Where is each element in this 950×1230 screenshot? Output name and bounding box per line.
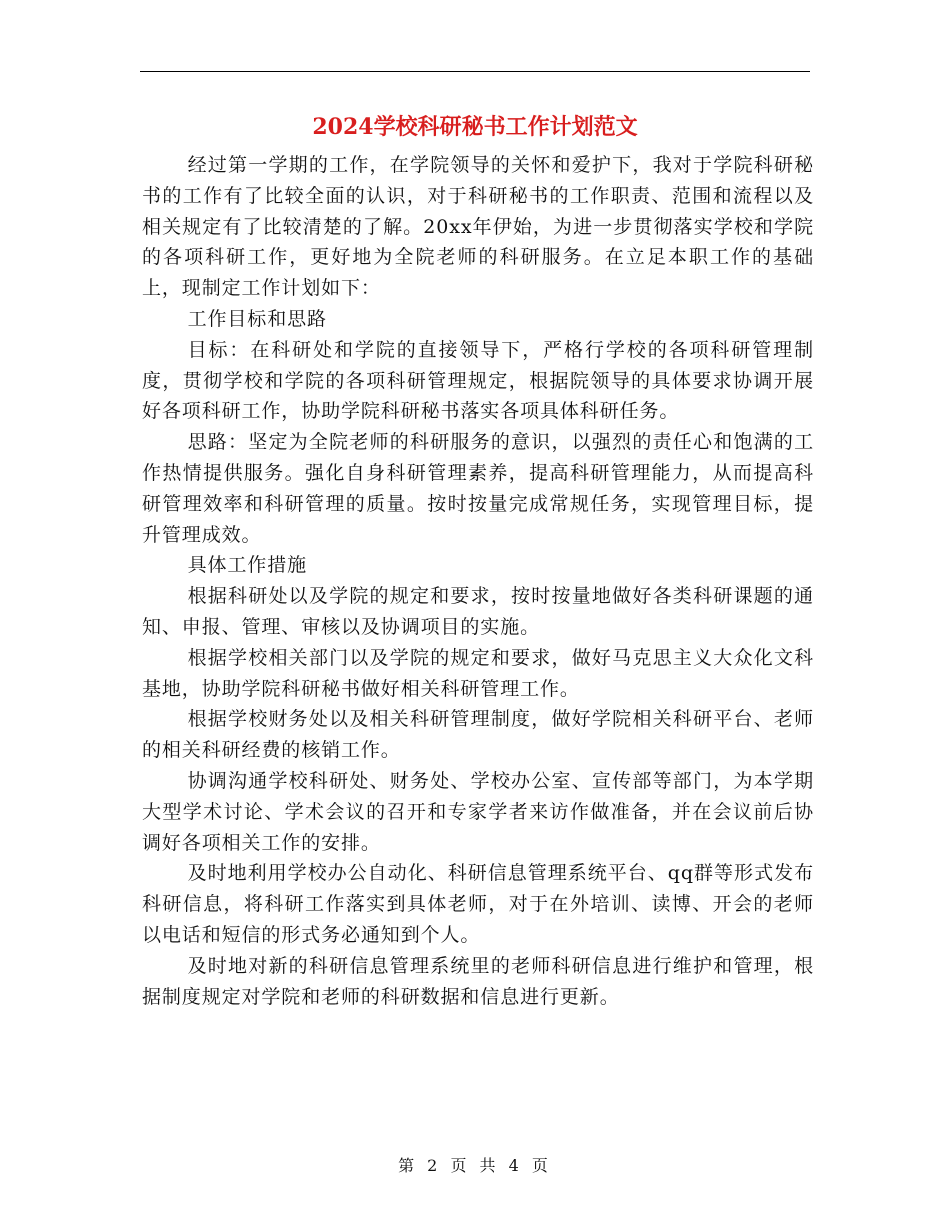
paragraph-measure-3: 根据学校财务处以及相关科研管理制度，做好学院相关科研平台、老师的相关科研经费的核销工作。 [142,708,814,762]
paragraph-measure-6: 及时地对新的科研信息管理系统里的老师科研信息进行维护和管理，根据制度规定对学院和老师的科研数据和信息进行更新。 [142,954,814,1008]
paragraph-measure-5: 及时地利用学校办公自动化、科研信息管理系统平台、qq群等形式发布科研信息，将科研工作落实到具体老师，对于在外培训、读博、开会的老师以电话和短信的形式务必通知到个人。 [142,862,814,946]
paragraph-goal: 目标：在科研处和学院的直接领导下，严格行学校的各项科研管理制度，贯彻学校和学院的各项科研管理规定，根据院领导的具体要求协调开展好各项科研工作，协助学院科研秘书落实各项具体科研任务。 [142,338,814,423]
section-heading-goals: 工作目标和思路 [187,307,327,330]
paragraph-approach: 思路：坚定为全院老师的科研服务的意识，以强烈的责任心和饱满的工作热情提供服务。强化自身科研管理素养，提高科研管理能力，从而提高科研管理效率和科研管理的质量。按时按量完成常规任务，实现管理目标，提升管理成效。 [142,431,814,546]
section-heading-measures: 具体工作措施 [187,554,307,577]
paragraph-measure-1: 根据科研处以及学院的规定和要求，按时按量地做好各类科研课题的通知、申报、管理、审核以及协调项目的实施。 [142,585,814,638]
header-rule [140,71,810,72]
document-title: 2024学校科研秘书工作计划范文 [312,114,638,140]
page-number-footer: 第 2 页 共 4 页 [398,1156,552,1175]
document-body [142,150,814,1012]
paragraph-intro: 经过第一学期的工作，在学院领导的关怀和爱护下，我对于学院科研秘书的工作有了比较全面的认识，对于科研秘书的工作职责、范围和流程以及相关规定有了比较清楚的了解。20xx年伊始，为进一步贯彻落实学校和学院的各项科研工作，更好地为全院老师的科研服务。在立足本职工作的基础上，现制定工作计划如下： [142,154,814,300]
paragraph-measure-2: 根据学校相关部门以及学院的规定和要求，做好马克思主义大众化文科基地，协助学院科研秘书做好相关科研管理工作。 [142,646,814,700]
paragraph-measure-4: 协调沟通学校科研处、财务处、学校办公室、宣传部等部门，为本学期大型学术讨论、学术会议的召开和专家学者来访作做准备，并在会议前后协调好各项相关工作的安排。 [142,769,814,854]
